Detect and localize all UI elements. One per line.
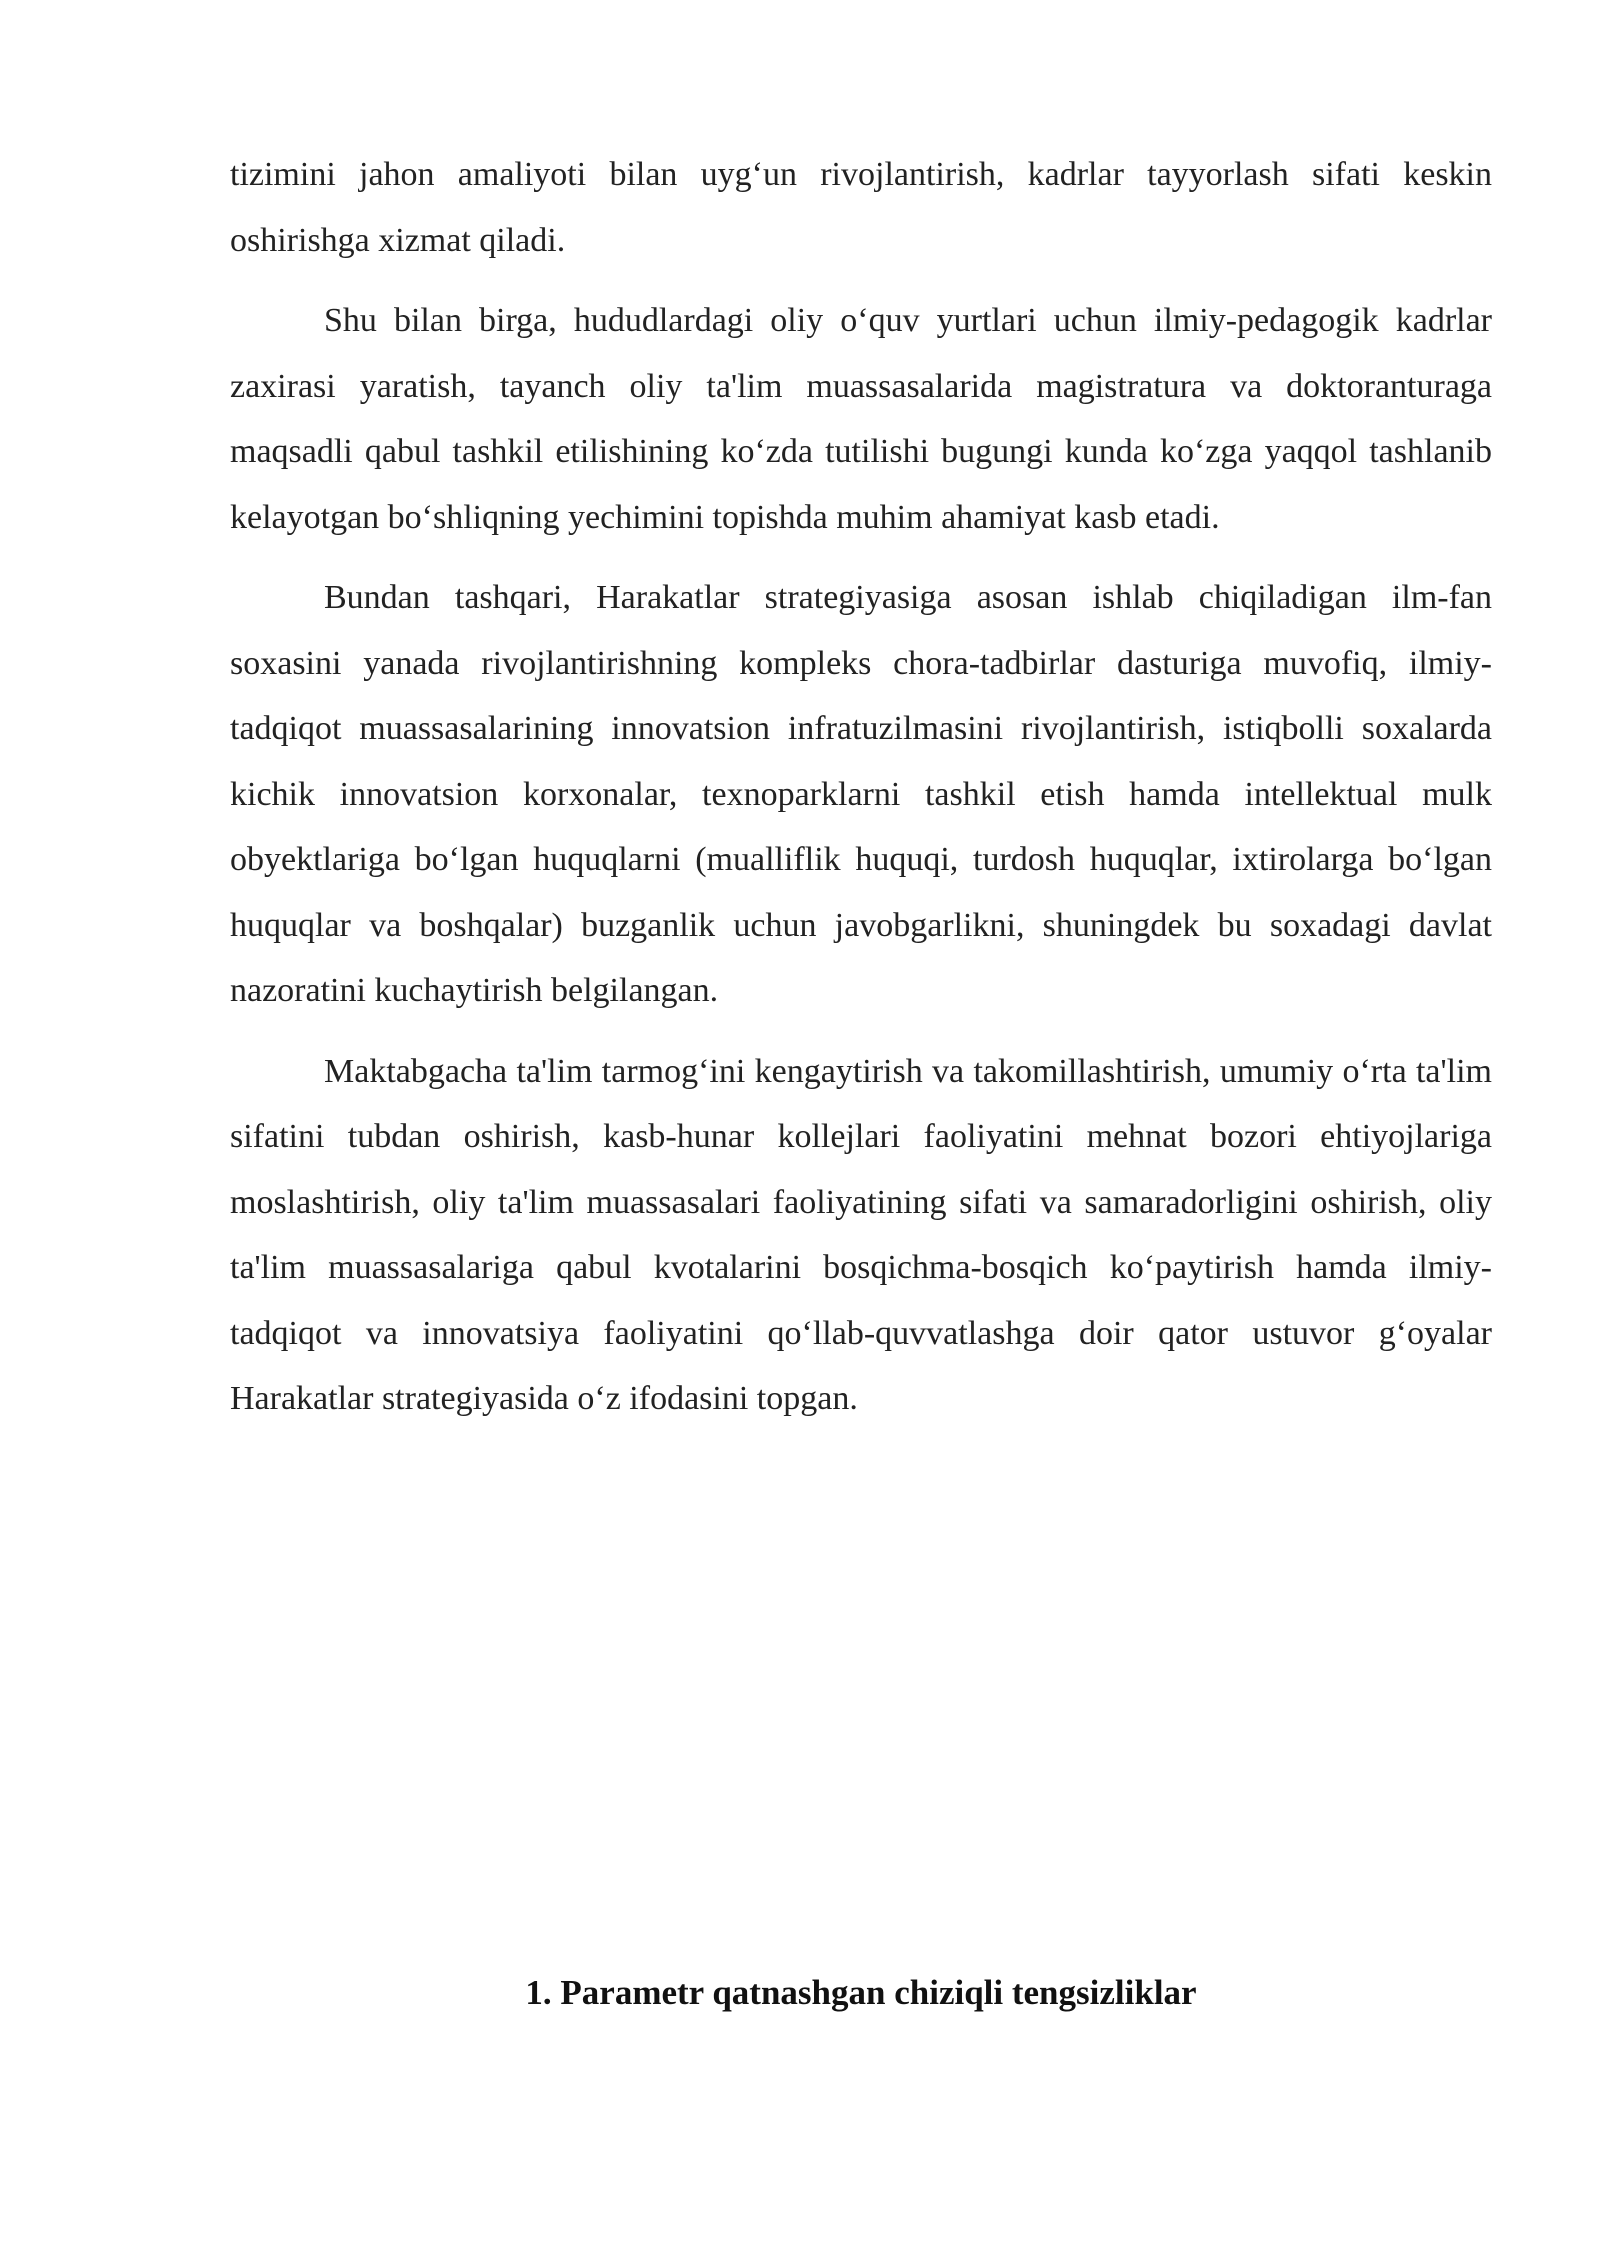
body-text	[230, 142, 1492, 1447]
paragraph: Shu bilan birga, hududlardagi oliy o‘quv yurtlari uchun ilmiy-pedagogik kadrlar zaxirasi yaratish, tayanch oliy ta'lim muassasalarida magistratura va doktoranturaga maqsadli qabul tashkil etilishining ko‘zda tutilishi bugungi kunda ko‘zga yaqqol tashlanib kelayotgan bo‘shliqning yechimini topishda muhim ahamiyat kasb etadi.	[230, 302, 1492, 536]
section-heading: 1. Parametr qatnashgan chiziqli tengsizliklar	[525, 1973, 1197, 2012]
paragraph-continuation: tizimini jahon amaliyoti bilan uyg‘un rivojlantirish, kadrlar tayyorlash sifati keskin oshirishga xizmat qiladi.	[230, 156, 1492, 259]
paragraph: Bundan tashqari, Harakatlar strategiyasiga asosan ishlab chiqiladigan ilm-fan soxasini yanada rivojlantirishning kompleks chora-tadbirlar dasturiga muvofiq, ilmiy-tadqiqot muassasalarining innovatsion infratuzilmasini rivojlantirish, istiqbolli soxalarda kichik innovatsion korxonalar, texnoparklarni tashkil etish hamda intellektual mulk obyektlariga bo‘lgan huquqlarni (mualliflik huquqi, turdosh huquqlar, ixtirolarga bo‘lgan huquqlar va boshqalar) buzganlik uchun javobgarlikni, shuningdek bu soxadagi davlat nazoratini kuchaytirish belgilangan.	[230, 579, 1492, 1009]
paragraph: Maktabgacha ta'lim tarmog‘ini kengaytirish va takomillashtirish, umumiy o‘rta ta'lim sifatini tubdan oshirish, kasb-hunar kollejlari faoliyatini mehnat bozori ehtiyojlariga moslashtirish, oliy ta'lim muassasalari faoliyatining sifati va samaradorligini oshirish, oliy ta'lim muassasalariga qabul kvotalarini bosqichma-bosqich ko‘paytirish hamda ilmiy-tadqiqot va innovatsiya faoliyatini qo‘llab-quvvatlashga doir qator ustuvor g‘oyalar Harakatlar strategiyasida o‘z ifodasini topgan.	[230, 1052, 1492, 1417]
